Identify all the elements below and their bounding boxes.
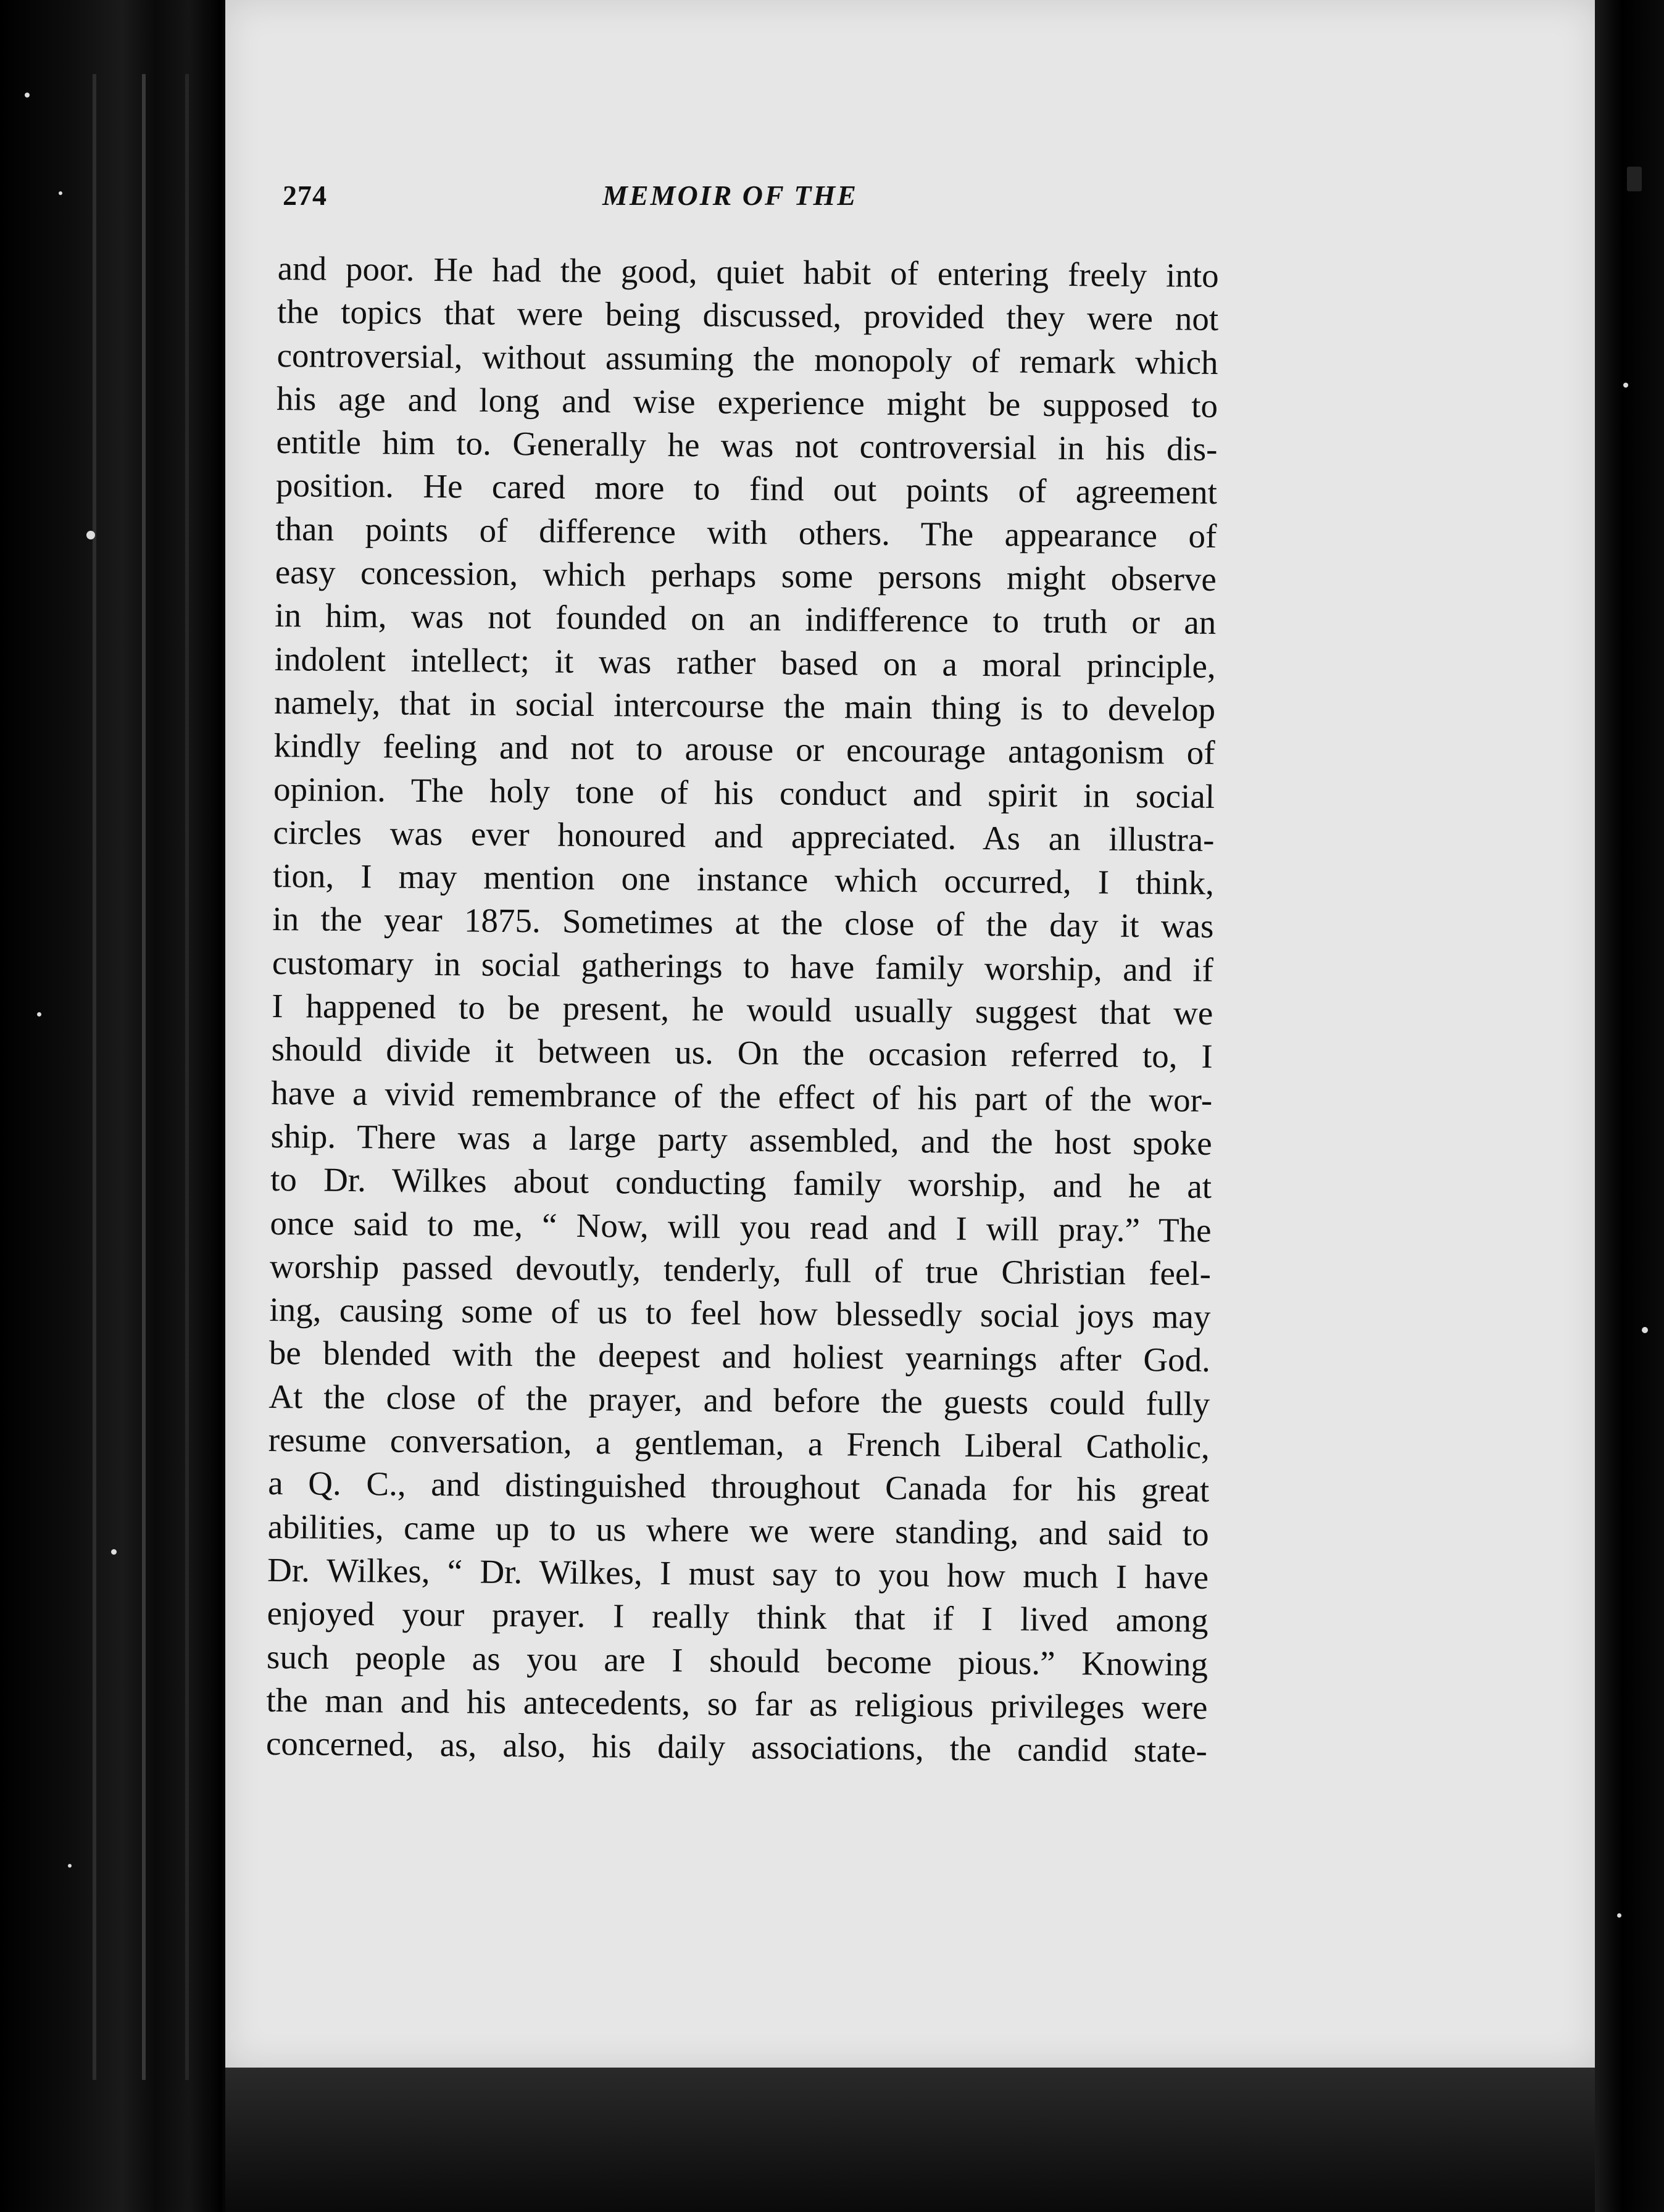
- text-line: than points of difference with others. The appearance of: [275, 509, 1217, 555]
- body-text: [266, 247, 1219, 1773]
- text-line: position. He cared more to find out points of agreement: [275, 466, 1218, 512]
- page-clip-mark: [1627, 167, 1642, 191]
- text-line: to Dr. Wilkes about conducting family worship, and he at: [270, 1160, 1212, 1206]
- text-line: entitle him to. Generally he was not controversial in his dis-: [276, 423, 1218, 468]
- scan-speckle: [37, 1012, 41, 1017]
- text-line: resume conversation, a gentleman, a French Liberal Catholic,: [268, 1420, 1210, 1466]
- text-line: be blended with the deepest and holiest yearnings after God.: [268, 1334, 1211, 1379]
- text-line: have a vivid remembrance of the effect of his part of the wor-: [270, 1073, 1213, 1119]
- text-line: abilities, came up to us where we were standing, and said to: [267, 1507, 1209, 1553]
- text-line: a Q. C., and distinguished throughout Canada for his great: [268, 1464, 1210, 1510]
- text-line: worship passed devoutly, tenderly, full of true Christian feel-: [269, 1247, 1212, 1292]
- scan-speckle: [25, 93, 30, 98]
- text-line: customary in social gatherings to have family worship, and if: [272, 943, 1214, 989]
- text-line: At the close of the prayer, and before the guests could fully: [268, 1377, 1210, 1423]
- text-line: ing, causing some of us to feel how blessedly social joys may: [269, 1291, 1211, 1336]
- scan-speckle: [1623, 383, 1628, 388]
- text-line: Dr. Wilkes, “ Dr. Wilkes, I must say to you how much I have: [267, 1550, 1209, 1596]
- text-line: the topics that were being discussed, provided they were not: [277, 293, 1219, 338]
- scan-speckle: [59, 191, 62, 195]
- scan-speckle: [111, 1549, 117, 1555]
- page-number: 274: [283, 180, 327, 211]
- text-line: enjoyed your prayer. I really think that if I lived among: [267, 1594, 1208, 1640]
- running-title: MEMOIR OF THE: [602, 180, 858, 211]
- page-edge-line: [93, 74, 96, 2080]
- text-line: indolent intellect; it was rather based on a moral principle,: [274, 639, 1216, 685]
- page-edge-line: [142, 74, 146, 2080]
- text-line: namely, that in social intercourse the main thing is to develop: [273, 683, 1216, 728]
- text-line: his age and long and wise experience might be supposed to: [276, 379, 1218, 425]
- text-line: the man and his antecedents, so far as religious privileges were: [266, 1681, 1208, 1726]
- page-bottom-shadow: [225, 2068, 1597, 2212]
- scan-speckle: [86, 531, 95, 539]
- text-line: should divide it between us. On the occasion referred to, I: [271, 1030, 1213, 1076]
- scan-speckle: [68, 1864, 72, 1868]
- text-line: opinion. The holy tone of his conduct and spirit in social: [273, 770, 1215, 815]
- text-line: ship. There was a large party assembled, and the host spoke: [270, 1116, 1212, 1162]
- text-line: controversial, without assuming the monopoly of remark which: [277, 336, 1218, 381]
- text-line: in him, was not founded on an indifference to truth or an: [275, 596, 1217, 642]
- text-line: and poor. He had the good, quiet habit of entering freely into: [277, 249, 1219, 294]
- text-line: I happened to be present, he would usually suggest that we: [272, 987, 1213, 1032]
- text-line: easy concession, which perhaps some persons might observe: [275, 553, 1217, 599]
- page-edge-line: [185, 74, 189, 2080]
- text-line: tion, I may mention one instance which occurred, I think,: [272, 857, 1215, 902]
- text-line: concerned, as, also, his daily associations, the candid state-: [265, 1724, 1208, 1769]
- scan-speckle: [1642, 1327, 1648, 1333]
- text-line: circles was ever honoured and appreciated. As an illustra-: [273, 813, 1215, 859]
- scan-speckle: [1617, 1913, 1621, 1918]
- text-line: such people as you are I should become pious.” Knowing: [266, 1637, 1208, 1683]
- running-head: [283, 179, 1208, 222]
- text-line: once said to me, “ Now, will you read and I will pray.” The: [270, 1204, 1212, 1249]
- text-line: in the year 1875. Sometimes at the close of the day it was: [272, 900, 1214, 946]
- book-binding-edge: [0, 0, 222, 2212]
- right-book-edge: [1595, 0, 1664, 2212]
- text-line: kindly feeling and not to arouse or encourage antagonism of: [273, 726, 1215, 772]
